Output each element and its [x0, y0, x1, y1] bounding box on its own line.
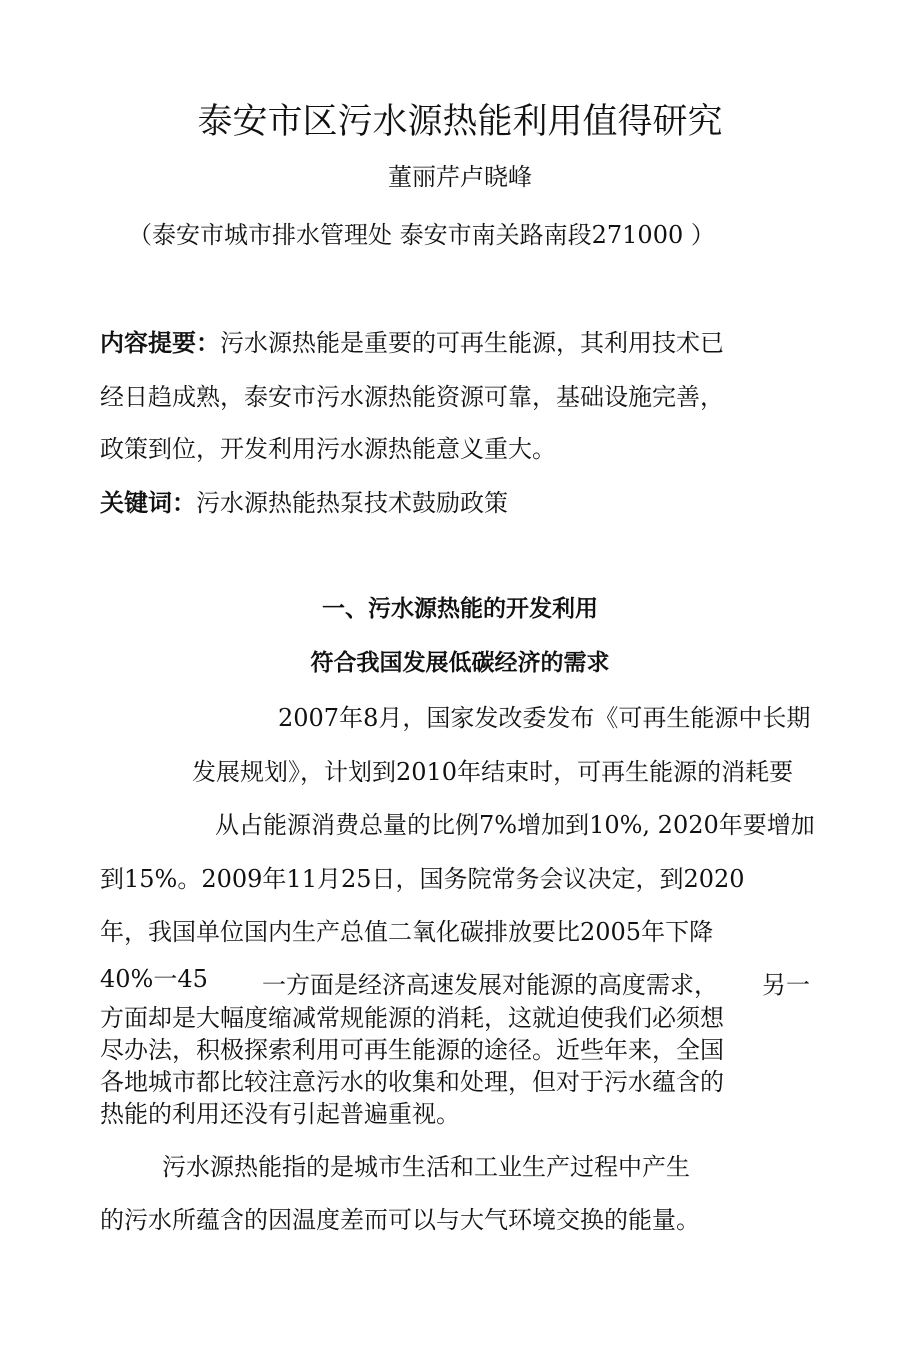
- body-line: 方面却是大幅度缩减常规能源的消耗，这就迫使我们必须想: [100, 1004, 724, 1032]
- abstract-line-2: 经日趋成熟，泰安市污水源热能资源可靠，基础设施完善，: [100, 383, 724, 411]
- body-line-fragment: 一方面是经济高速发展对能源的高度需求，: [262, 971, 718, 999]
- body-line: 从占能源消费总量的比例7%增加到10%, 2020年要增加: [215, 811, 815, 839]
- abstract-line-1: [100, 328, 724, 358]
- body-line: 2007年8月，国家发改委发布《可再生能源中长期: [278, 704, 811, 732]
- body-line: 到15%。2009年11月25日，国务院常务会议决定，到2020: [100, 865, 745, 893]
- authors: 董丽芹卢晓峰: [388, 163, 532, 191]
- abstract-text-1: 污水源热能是重要的可再生能源，其利用技术已: [220, 329, 724, 357]
- keywords-text: 污水源热能热泵技术鼓励政策: [196, 489, 508, 517]
- section-heading-line-2: 符合我国发展低碳经济的需求: [310, 650, 610, 676]
- body-line: 各地城市都比较注意污水的收集和处理，但对于污水蕴含的: [100, 1068, 724, 1096]
- affiliation: （泰安市城市排水管理处 泰安市南关路南段271000 ）: [128, 221, 715, 249]
- body-line: 污水源热能指的是城市生活和工业生产过程中产生: [162, 1153, 690, 1181]
- body-line-fragment: 40%一45: [100, 965, 208, 993]
- body-line: 尽办法，积极探索利用可再生能源的途径。近些年来，全国: [100, 1036, 724, 1064]
- abstract-label: 内容提要：: [100, 329, 220, 357]
- body-line: 发展规划》，计划到2010年结束时，可再生能源的消耗要: [192, 758, 794, 786]
- keywords-line: [100, 488, 508, 518]
- document-title: 泰安市区污水源热能利用值得研究: [197, 102, 723, 142]
- body-line: 热能的利用还没有引起普遍重视。: [100, 1100, 460, 1128]
- body-line: 年，我国单位国内生产总值二氧化碳排放要比2005年下降: [100, 918, 714, 946]
- abstract-line-3: 政策到位，开发利用污水源热能意义重大。: [100, 435, 556, 463]
- body-line: 的污水所蕴含的因温度差而可以与大气环境交换的能量。: [100, 1206, 700, 1234]
- body-line-fragment: 另一: [762, 971, 810, 999]
- keywords-label: 关键词：: [100, 489, 196, 517]
- section-heading-line-1: 一、污水源热能的开发利用: [322, 596, 598, 622]
